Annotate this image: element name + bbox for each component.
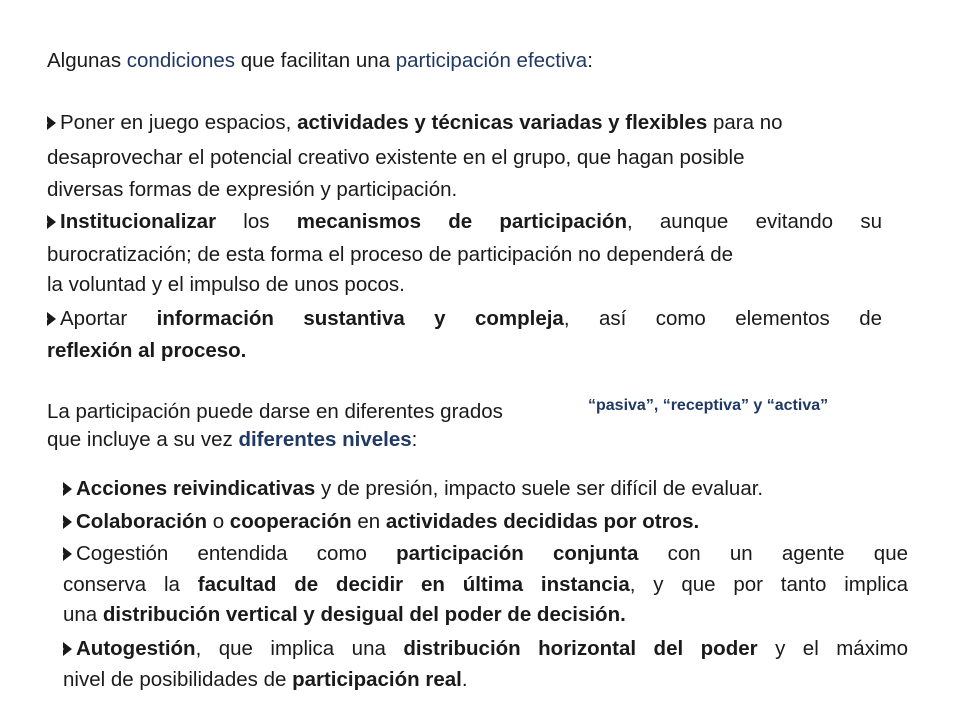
text: burocratización; de esta forma el proceso de participación no dependerá de <box>47 243 734 266</box>
arrowhead-bullet-icon <box>47 312 56 326</box>
arrowhead-bullet-icon <box>47 116 56 130</box>
text: y el máximo <box>757 637 908 660</box>
list1-item3-line2 <box>47 336 246 366</box>
text: los <box>216 210 297 233</box>
arrowhead-bullet-icon <box>63 547 72 561</box>
grados-note: “pasiva”, “receptiva” y “activa” <box>588 397 829 414</box>
list1-item1-line3 <box>47 175 457 205</box>
grados-line1 <box>47 397 503 427</box>
text: Aportar <box>60 307 157 330</box>
list2-item4-line1 <box>63 634 908 664</box>
text: para no <box>707 111 783 134</box>
text: . <box>461 668 468 691</box>
intro-text: : <box>587 49 593 72</box>
bold-text: participación real <box>292 668 462 691</box>
text: o <box>207 510 230 533</box>
list1-item1-line1 <box>47 108 882 138</box>
text: en <box>351 510 386 533</box>
text: conserva la <box>63 573 198 596</box>
text: diversas formas de expresión y participación. <box>47 178 458 201</box>
text: nivel de posibilidades de <box>63 668 293 691</box>
intro-text: Algunas <box>47 49 127 72</box>
keyword-diferentes-niveles: diferentes niveles <box>238 428 412 451</box>
intro-text: que facilitan una <box>235 49 396 72</box>
intro-keyword-participacion: participación efectiva <box>395 49 588 72</box>
bold-text: Autogestión <box>76 637 196 660</box>
text: desaprovechar el potencial creativo existente en el grupo, que hagan posible <box>47 146 745 169</box>
bold-text: reflexión al proceso. <box>47 339 247 362</box>
arrowhead-bullet-icon <box>63 642 72 656</box>
list2-item3-line3 <box>63 600 626 630</box>
list1-item2-line3 <box>47 270 405 300</box>
bold-text: distribución horizontal del poder <box>403 637 758 660</box>
text: Poner en juego espacios, <box>60 111 298 134</box>
bold-text: actividades y técnicas variadas y flexibles <box>297 111 708 134</box>
text: La participación puede darse en diferentes grados <box>47 400 503 423</box>
bold-text: actividades decididas por otros. <box>385 510 700 533</box>
arrowhead-bullet-icon <box>47 215 56 229</box>
list2-item3-line2 <box>63 570 908 600</box>
intro-keyword-condiciones: condiciones <box>126 49 236 72</box>
bold-text: cooperación <box>229 510 352 533</box>
text: con un agente que <box>638 542 908 565</box>
text: : <box>411 428 418 451</box>
text: , así como elementos de <box>563 307 883 330</box>
list2-item4-line2 <box>63 665 468 695</box>
list2-item2 <box>63 507 699 537</box>
grados-line2 <box>47 425 417 455</box>
text: y de presión, impacto suele ser difícil de evaluar. <box>315 477 764 500</box>
list1-item2-line2 <box>47 240 733 270</box>
list1-item2-line1 <box>47 207 882 237</box>
list2-item1 <box>63 474 763 504</box>
bold-text: Institucionalizar <box>60 210 217 233</box>
arrowhead-bullet-icon <box>63 482 72 496</box>
bold-text: mecanismos de participación <box>296 210 627 233</box>
text: Cogestión entendida como <box>76 542 397 565</box>
arrowhead-bullet-icon <box>63 515 72 529</box>
bold-text: facultad de decidir en última instancia <box>197 573 630 596</box>
list1-item3-line1 <box>47 304 882 334</box>
text: que incluye a su vez <box>47 428 239 451</box>
text: , aunque evitando su <box>626 210 882 233</box>
bold-text: participación conjunta <box>396 542 639 565</box>
list1-item1-line2 <box>47 143 744 173</box>
text: la voluntad y el impulso de unos pocos. <box>47 273 405 296</box>
bold-text: Acciones reivindicativas <box>76 477 316 500</box>
bold-text: información sustantiva y compleja <box>156 307 564 330</box>
text: , y que por tanto implica <box>629 573 909 596</box>
intro-line <box>47 46 887 76</box>
list2-item3-line1 <box>63 539 908 569</box>
bold-text: distribución vertical y desigual del poder de decisión. <box>102 603 626 626</box>
text: una <box>63 603 103 626</box>
text: , que implica una <box>195 637 404 660</box>
bold-text: Colaboración <box>76 510 207 533</box>
